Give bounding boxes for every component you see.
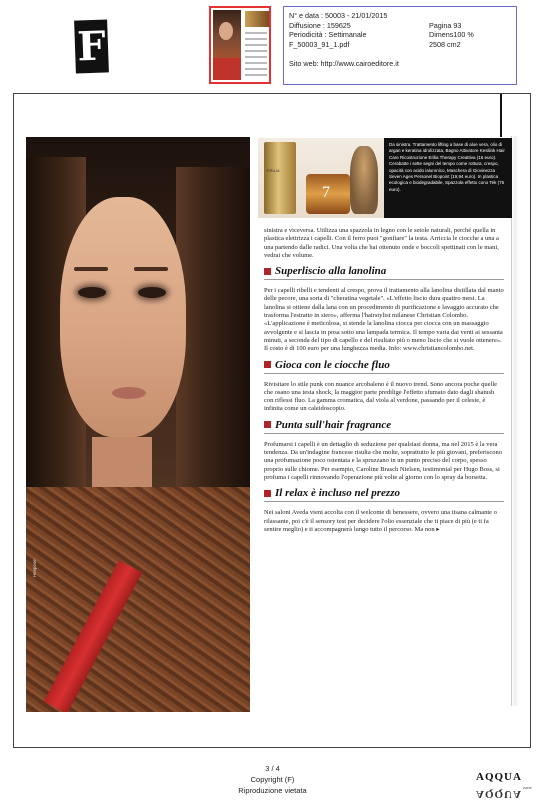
info-dimensioni: Dimens100 % (429, 30, 474, 40)
section-heading (264, 265, 504, 280)
red-square-bullet (264, 490, 271, 497)
bottle-label: ERILIA (267, 168, 280, 173)
page-right-edge (511, 136, 519, 706)
page-counter: 3 / 4 (265, 764, 280, 773)
aqqua-logo-sub: zone (523, 785, 532, 790)
eye-right (138, 287, 166, 298)
thumbnail-face (219, 22, 233, 40)
jar-number: 7 (322, 184, 330, 201)
section-heading (264, 359, 504, 374)
model-face (60, 197, 186, 437)
section-heading (264, 419, 504, 434)
products-photo (258, 138, 384, 218)
page-thumbnail[interactable] (209, 6, 271, 84)
thumbnail-text-line (245, 74, 267, 76)
aqqua-logo-text: AQQUA (476, 771, 522, 783)
info-row (289, 30, 511, 40)
page-fold-mark (500, 94, 502, 137)
thumbnail-text-line (245, 56, 267, 58)
thumbnail-products (245, 11, 269, 27)
products-caption: Da sinistra. Trattamento lifting a base di aloe vera, olio di argan e keratina idrolizzata, Bagno Attivatore Kesilink Hair Care Ricostruzione Erilia Therapy Creattiva (16 euro). Cerabatte i sette segni del tempo come rottura, crespo, opacità con acido ialuronico, Maschera di Giovinezza Seven Ages Personel Biopoint (19,94 euro). In plastica ecologica e biodegradabile, Spazzola effetto cono Tek (75 euro). (384, 138, 512, 218)
lips (112, 387, 146, 399)
section-body: Rivisitare lo stile punk con nuance arcobaleno è il nuovo trend. Sono ancora poche quelle che osano una testa shock, la maggior parte predilige l'effetto sfumato dato dagli shatush con riflessi fluo. La gamma cromatica, dal viola al verdone, passando per il celeste, è infinita come un caleidoscopio. (264, 380, 498, 413)
info-periodicita: Periodicità : Settimanale (289, 30, 367, 40)
serum-bottle (264, 142, 296, 214)
section-body: Per i capelli ribelli e tendenti al crespo, prova il trattamento alla lanolina distillata dal manto delle pecore, una sorta di "cheratina vegetale". «L'effetto liscio dura quattro mesi. La lanolina si ottiene dalla lana con un procedimento di purificazione e lavaggio accurato che trasforma l'estratto in siero», afferma l'hairstylist milanese Christian Colombo. «L'applicazione è meticolosa, si stende la lanolina ciocca per ciocca con un massaggio avvolgente e si lascia in posa sotto una lampada termica. Il tempo varia dai venti ai sessanta minuti, a seconda del tipo di capello e del risultato più o meno liscio che si vuole ottenere». Il costo è di 100 euro per una lunghezza media. Info: www.christiancolombo.net. (264, 287, 504, 353)
thumbnail-text-line (245, 44, 267, 46)
thumbnail-text-line (245, 38, 267, 40)
section-title: Superliscio alla lanolina (275, 265, 387, 278)
photo-credit: Hexpose (32, 559, 37, 577)
article-column (264, 227, 504, 539)
thumbnail-text-line (245, 68, 267, 70)
section-title: Il relax è incluso nel prezzo (275, 487, 400, 500)
model-photo (26, 137, 250, 712)
magazine-logo: F (74, 19, 109, 73)
info-row (289, 21, 511, 31)
copyright-text: Copyright (F) (250, 775, 295, 784)
section-body: Profumarsi i capelli è un dettaglio di seduzione per qualsiasi donna, ma nel 2015 è la vera tendenza. Da un'indagine francese risulta che molte, soprattutto le più giovani, preferiscono una profumazione poco ostentata e la spruzzano in un punto preciso del corpo, spesso proprio sulle chiome. Per esempio, Caroline Brasch Nielsen, testimonial per Hugo Boss, si profuma i capelli rinnovando l'operazione più volte al giorno con lo spray da borsetta. (264, 440, 502, 481)
red-square-bullet (264, 361, 271, 368)
info-row (289, 40, 511, 50)
info-number-date: N° e data : 50003 - 21/01/2015 (289, 11, 388, 20)
section-title: Punta sull'hair fragrance (275, 418, 392, 431)
page-top-margin (28, 96, 506, 136)
info-pagina: Pagina 93 (429, 20, 462, 30)
eyebrow-left (74, 267, 108, 271)
press-info-box (283, 6, 517, 85)
hair-brush (350, 146, 378, 214)
reproduction-notice: Riproduzione vietata (238, 786, 307, 795)
thumbnail-text-line (245, 62, 267, 64)
section-heading (264, 487, 504, 502)
section-body: Nei saloni Aveda vieni accolta con il welcome di benessere, ovvero una tisana calmante o rilassante, poi c'è il sensory test per decidere l'olio essenziale che ti piace di più (e ti fa sentire meglio) e ti accompagnerà lungo tutto il percorso. Ma non ▸ (264, 509, 497, 533)
info-diffusione: Diffusione : 159625 (289, 20, 351, 30)
red-square-bullet (264, 421, 271, 428)
eye-left (78, 287, 106, 298)
thumbnail-text-line (245, 32, 267, 34)
aqqua-logo (476, 771, 540, 800)
aqqua-logo-reflection: AQQUA (476, 788, 522, 800)
eyebrow-right (134, 267, 168, 271)
section-title: Gioca con le ciocche fluo (275, 358, 390, 371)
info-website[interactable]: Sito web: http://www.cairoeditore.it (289, 59, 399, 69)
info-area: 2508 cm2 (429, 39, 461, 49)
red-square-bullet (264, 268, 271, 275)
article-intro: sinistra e viceversa. Utilizza una spazzola in legno con le setole naturali, perché quella in plastica elettrizza i capelli. Con il ferro puoi "gonfiare" la testa. Arriccia le ciocche a una a una partendo dalle radici. Una volta che hai ottenuto onde e boccoli spettinati con le mani, vedrai che volume. (264, 227, 499, 259)
thumbnail-text-line (245, 50, 267, 52)
info-file: F_50003_91_1.pdf (289, 39, 350, 49)
thumbnail-scarf (213, 58, 241, 80)
scanned-page (13, 93, 531, 748)
